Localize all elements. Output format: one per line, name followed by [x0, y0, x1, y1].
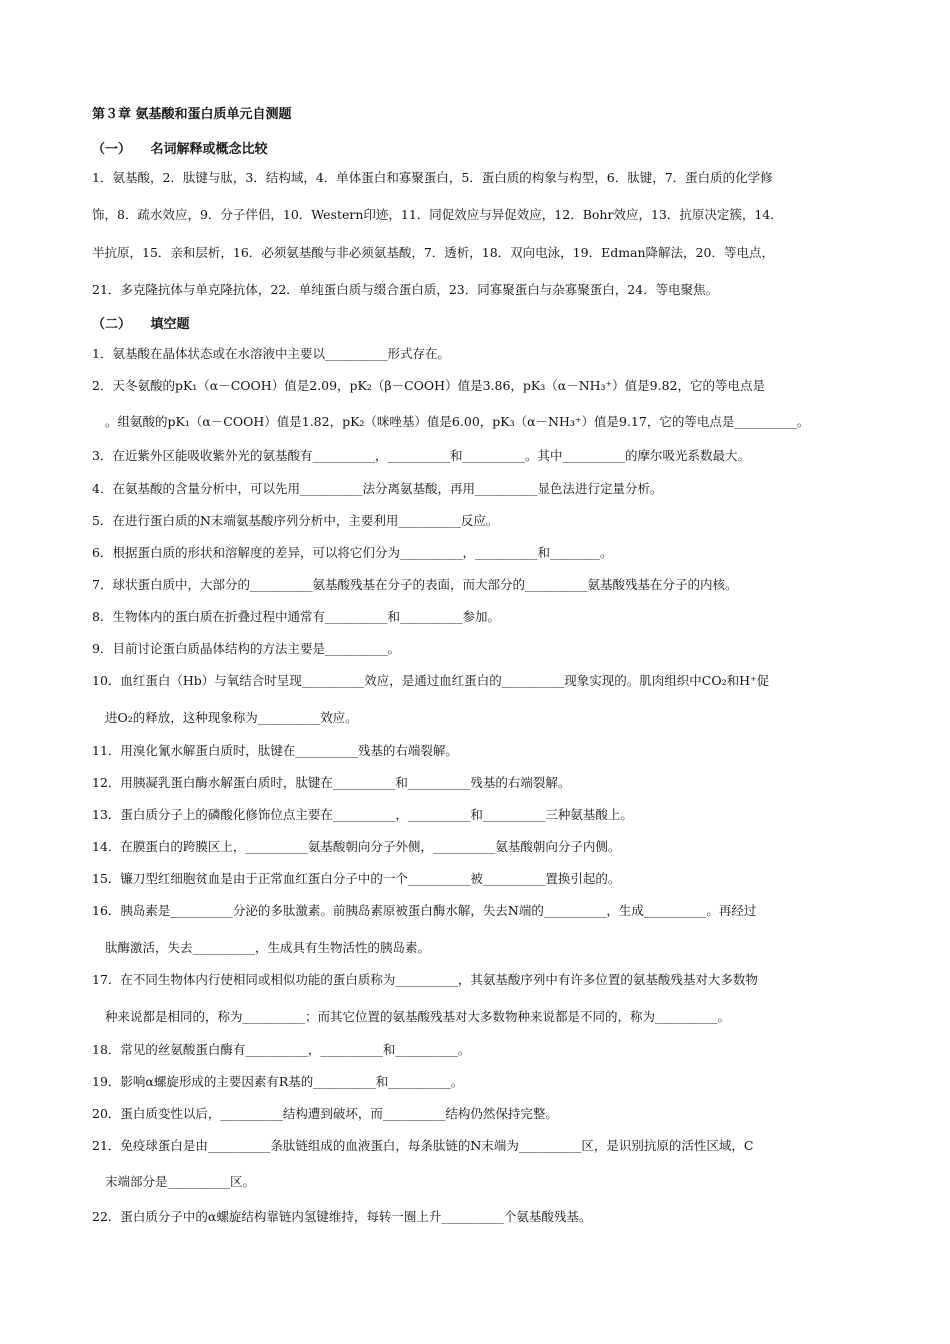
section-heading-terms: （一） 名词解释或概念比较 — [92, 142, 268, 157]
fill-line: 11．用溴化氰水解蛋白质时，肽键在__________残基的右端裂解。 — [92, 743, 458, 758]
fill-line: 15．镰刀型红细胞贫血是由于正常血红蛋白分子中的一个__________被__________置换引起的。 — [92, 871, 621, 886]
fill-line: 进O₂的释放，这种现象称为__________效应。 — [105, 710, 358, 725]
fill-line: 13．蛋白质分子上的磷酸化修饰位点主要在__________，__________和__________三种氨基酸上。 — [92, 807, 633, 822]
fill-line: 14．在膜蛋白的跨膜区上，__________氨基酸朝向分子外侧，__________氨基酸朝向分子内侧。 — [92, 839, 621, 854]
fill-line: 2．天冬氨酸的pK₁（α－COOH）值是2.09，pK₂（β－COOH）值是3.86，pK₃（α－NH₃⁺）值是9.82，它的等电点是 — [92, 378, 765, 393]
fill-line: 肽酶激活，失去__________，生成具有生物活性的胰岛素。 — [105, 940, 431, 955]
fill-line: 12．用胰凝乳蛋白酶水解蛋白质时，肽键在__________和__________残基的右端裂解。 — [92, 775, 571, 790]
fill-line: 19．影响α螺旋形成的主要因素有R基的__________和__________。 — [92, 1074, 464, 1089]
terms-line: 饰，8．疏水效应，9．分子伴侣，10．Western印迹，11．同促效应与异促效应，12．Bohr效应，13．抗原决定簇，14． — [92, 207, 783, 222]
fill-line: 。组氨酸的pK₁（α－COOH）值是1.82，pK₂（咪唑基）值是6.00，pK₃（α－NH₃⁺）值是9.17，它的等电点是__________。 — [105, 414, 810, 429]
fill-line: 5．在进行蛋白质的N末端氨基酸序列分析中，主要利用__________反应。 — [92, 513, 499, 528]
fill-line: 18．常见的丝氨酸蛋白酶有__________，__________和__________。 — [92, 1042, 471, 1057]
terms-line: 1．氨基酸，2．肽键与肽，3．结构域，4．单体蛋白和寡聚蛋白，5．蛋白质的构象与构型，6．肽键，7．蛋白质的化学修 — [92, 170, 773, 185]
fill-line: 16．胰岛素是__________分泌的多肽激素。前胰岛素原被蛋白酶水解，失去N端的__________，生成__________。再经过 — [92, 903, 757, 918]
fill-line: 22．蛋白质分子中的α螺旋结构靠链内氢键维持，每转一圈上升__________个氨基酸残基。 — [92, 1209, 592, 1224]
fill-line: 8．生物体内的蛋白质在折叠过程中通常有__________和__________参加。 — [92, 609, 500, 624]
terms-line: 21．多克隆抗体与单克隆抗体，22．单纯蛋白质与缀合蛋白质，23．同寡聚蛋白与杂寡聚蛋白，24．等电聚焦。 — [92, 282, 719, 297]
fill-line: 17．在不同生物体内行使相同或相似功能的蛋白质称为__________，其氨基酸序列中有许多位置的氨基酸残基对大多数物 — [92, 972, 758, 987]
fill-line: 1．氨基酸在晶体状态或在水溶液中主要以__________形式存在。 — [92, 346, 450, 361]
fill-line: 种来说都是相同的，称为__________；而其它位置的氨基酸残基对大多数物种来说都是不同的，称为__________。 — [105, 1009, 731, 1024]
fill-line: 21．免疫球蛋白是由__________条肽链组成的血液蛋白，每条肽链的N末端为__________区，是识别抗原的活性区域，C — [92, 1138, 754, 1153]
fill-line: 6．根据蛋白质的形状和溶解度的差异，可以将它们分为__________，__________和________。 — [92, 545, 613, 560]
fill-line: 10．血红蛋白（Hb）与氧结合时呈现__________效应，是通过血红蛋白的__________现象实现的。肌肉组织中CO₂和H⁺促 — [92, 673, 770, 688]
fill-line: 9．目前讨论蛋白质晶体结构的方法主要是__________。 — [92, 641, 400, 656]
fill-line: 3．在近紫外区能吸收紫外光的氨基酸有__________，__________和__________。其中__________的摩尔吸光系数最大。 — [92, 448, 750, 463]
fill-line: 20．蛋白质变性以后，__________结构遭到破坏，而__________结构仍然保持完整。 — [92, 1106, 558, 1121]
fill-line: 4．在氨基酸的含量分析中，可以先用__________法分离氨基酸，再用__________显色法进行定量分析。 — [92, 481, 663, 496]
chapter-title: 第３章 氨基酸和蛋白质单元自测题 — [92, 107, 292, 122]
fill-line: 末端部分是__________区。 — [105, 1174, 256, 1189]
fill-line: 7．球状蛋白质中，大部分的__________氨基酸残基在分子的表面，而大部分的__________氨基酸残基在分子的内核。 — [92, 577, 738, 592]
terms-line: 半抗原，15．亲和层析，16．必须氨基酸与非必须氨基酸，7．透析，18．双向电泳，19．Edman降解法，20．等电点， — [92, 245, 774, 260]
section-heading-fill: （二） 填空题 — [92, 317, 190, 332]
